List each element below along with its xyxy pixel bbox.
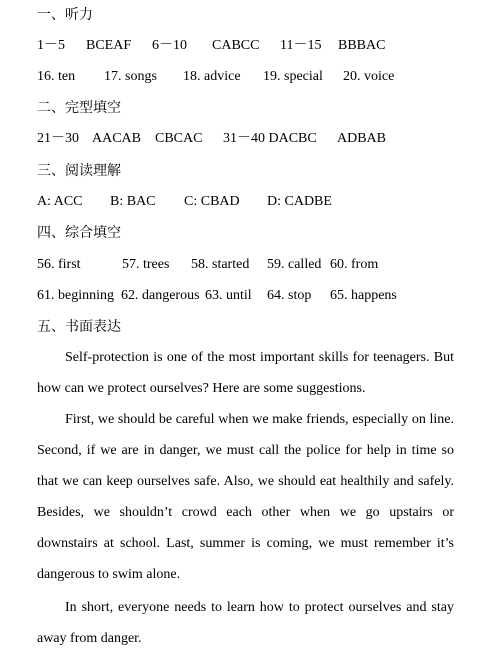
answer-item: 31－40 DACBC (223, 131, 317, 146)
answer-item: 62. dangerous (121, 288, 200, 303)
heading-comprehensive: 四、综合填空 (37, 225, 121, 241)
essay-line: In short, everyone needs to learn how to protect ourselves and stay (65, 600, 454, 615)
essay-line: that we can keep ourselves safe. Also, we should eat healthily and safely. (37, 474, 454, 489)
answer-item: C: CBAD (184, 194, 240, 209)
answer-item: D: CADBE (267, 194, 332, 209)
heading-listening: 一、听力 (37, 7, 93, 23)
answer-item: CABCC (212, 38, 260, 53)
answer-item: 61. beginning (37, 288, 114, 303)
answer-item: 60. from (330, 257, 379, 272)
essay-line: downstairs at school. Last, summer is coming, we must remember it’s (37, 536, 454, 551)
heading-reading: 三、阅读理解 (37, 163, 121, 179)
answer-item: ADBAB (337, 131, 387, 146)
answer-item: 18. advice (183, 69, 241, 84)
essay-line: how can we protect ourselves? Here are some suggestions. (37, 381, 366, 396)
essay-line: First, we should be careful when we make friends, especially on line. (65, 412, 454, 427)
essay-line: Second, if we are in danger, we must call the police for help in time so (37, 443, 454, 458)
essay-paragraph-3 (37, 599, 454, 661)
answer-row-cloze (37, 130, 457, 148)
answer-item: 17. songs (104, 69, 157, 84)
answer-row-comprehensive-2 (37, 287, 457, 305)
answer-item: 63. until (205, 288, 252, 303)
answer-item: A: ACC (37, 194, 83, 209)
essay-line: Self-protection is one of the most important skills for teenagers. But (65, 350, 454, 365)
answer-item: 59. called (267, 257, 322, 272)
answer-item: AACAB (92, 131, 142, 146)
answer-item: 6－10 (152, 38, 187, 53)
answer-item: 58. started (191, 257, 250, 272)
answer-item: 1－5 (37, 38, 65, 53)
answer-row-reading (37, 193, 457, 211)
answer-item: BCEAF (86, 38, 132, 53)
heading-writing: 五、书面表达 (37, 319, 121, 335)
essay-line: Besides, we shouldn’t crowd each other when we go upstairs or (37, 505, 454, 520)
answer-item: 65. happens (330, 288, 397, 303)
answer-item: CBCAC (155, 131, 203, 146)
heading-cloze: 二、完型填空 (37, 100, 121, 116)
answer-row-listening-1 (37, 37, 457, 55)
answer-item: B: BAC (110, 194, 156, 209)
answer-item: 56. first (37, 257, 81, 272)
answer-item: 57. trees (122, 257, 170, 272)
essay-line: away from danger. (37, 631, 142, 646)
answer-item: BBBAC (338, 38, 386, 53)
answer-row-comprehensive-1 (37, 256, 457, 274)
answer-item: 16. ten (37, 69, 76, 84)
answer-item: 21－30 (37, 131, 79, 146)
essay-line: dangerous to swim alone. (37, 567, 181, 582)
answer-item: 20. voice (343, 69, 395, 84)
answer-item: 11－15 (280, 38, 322, 53)
essay-paragraph-2 (37, 411, 454, 597)
essay-paragraph-1 (37, 349, 454, 411)
answer-item: 64. stop (267, 288, 312, 303)
answer-row-listening-2 (37, 68, 457, 86)
answer-item: 19. special (263, 69, 323, 84)
